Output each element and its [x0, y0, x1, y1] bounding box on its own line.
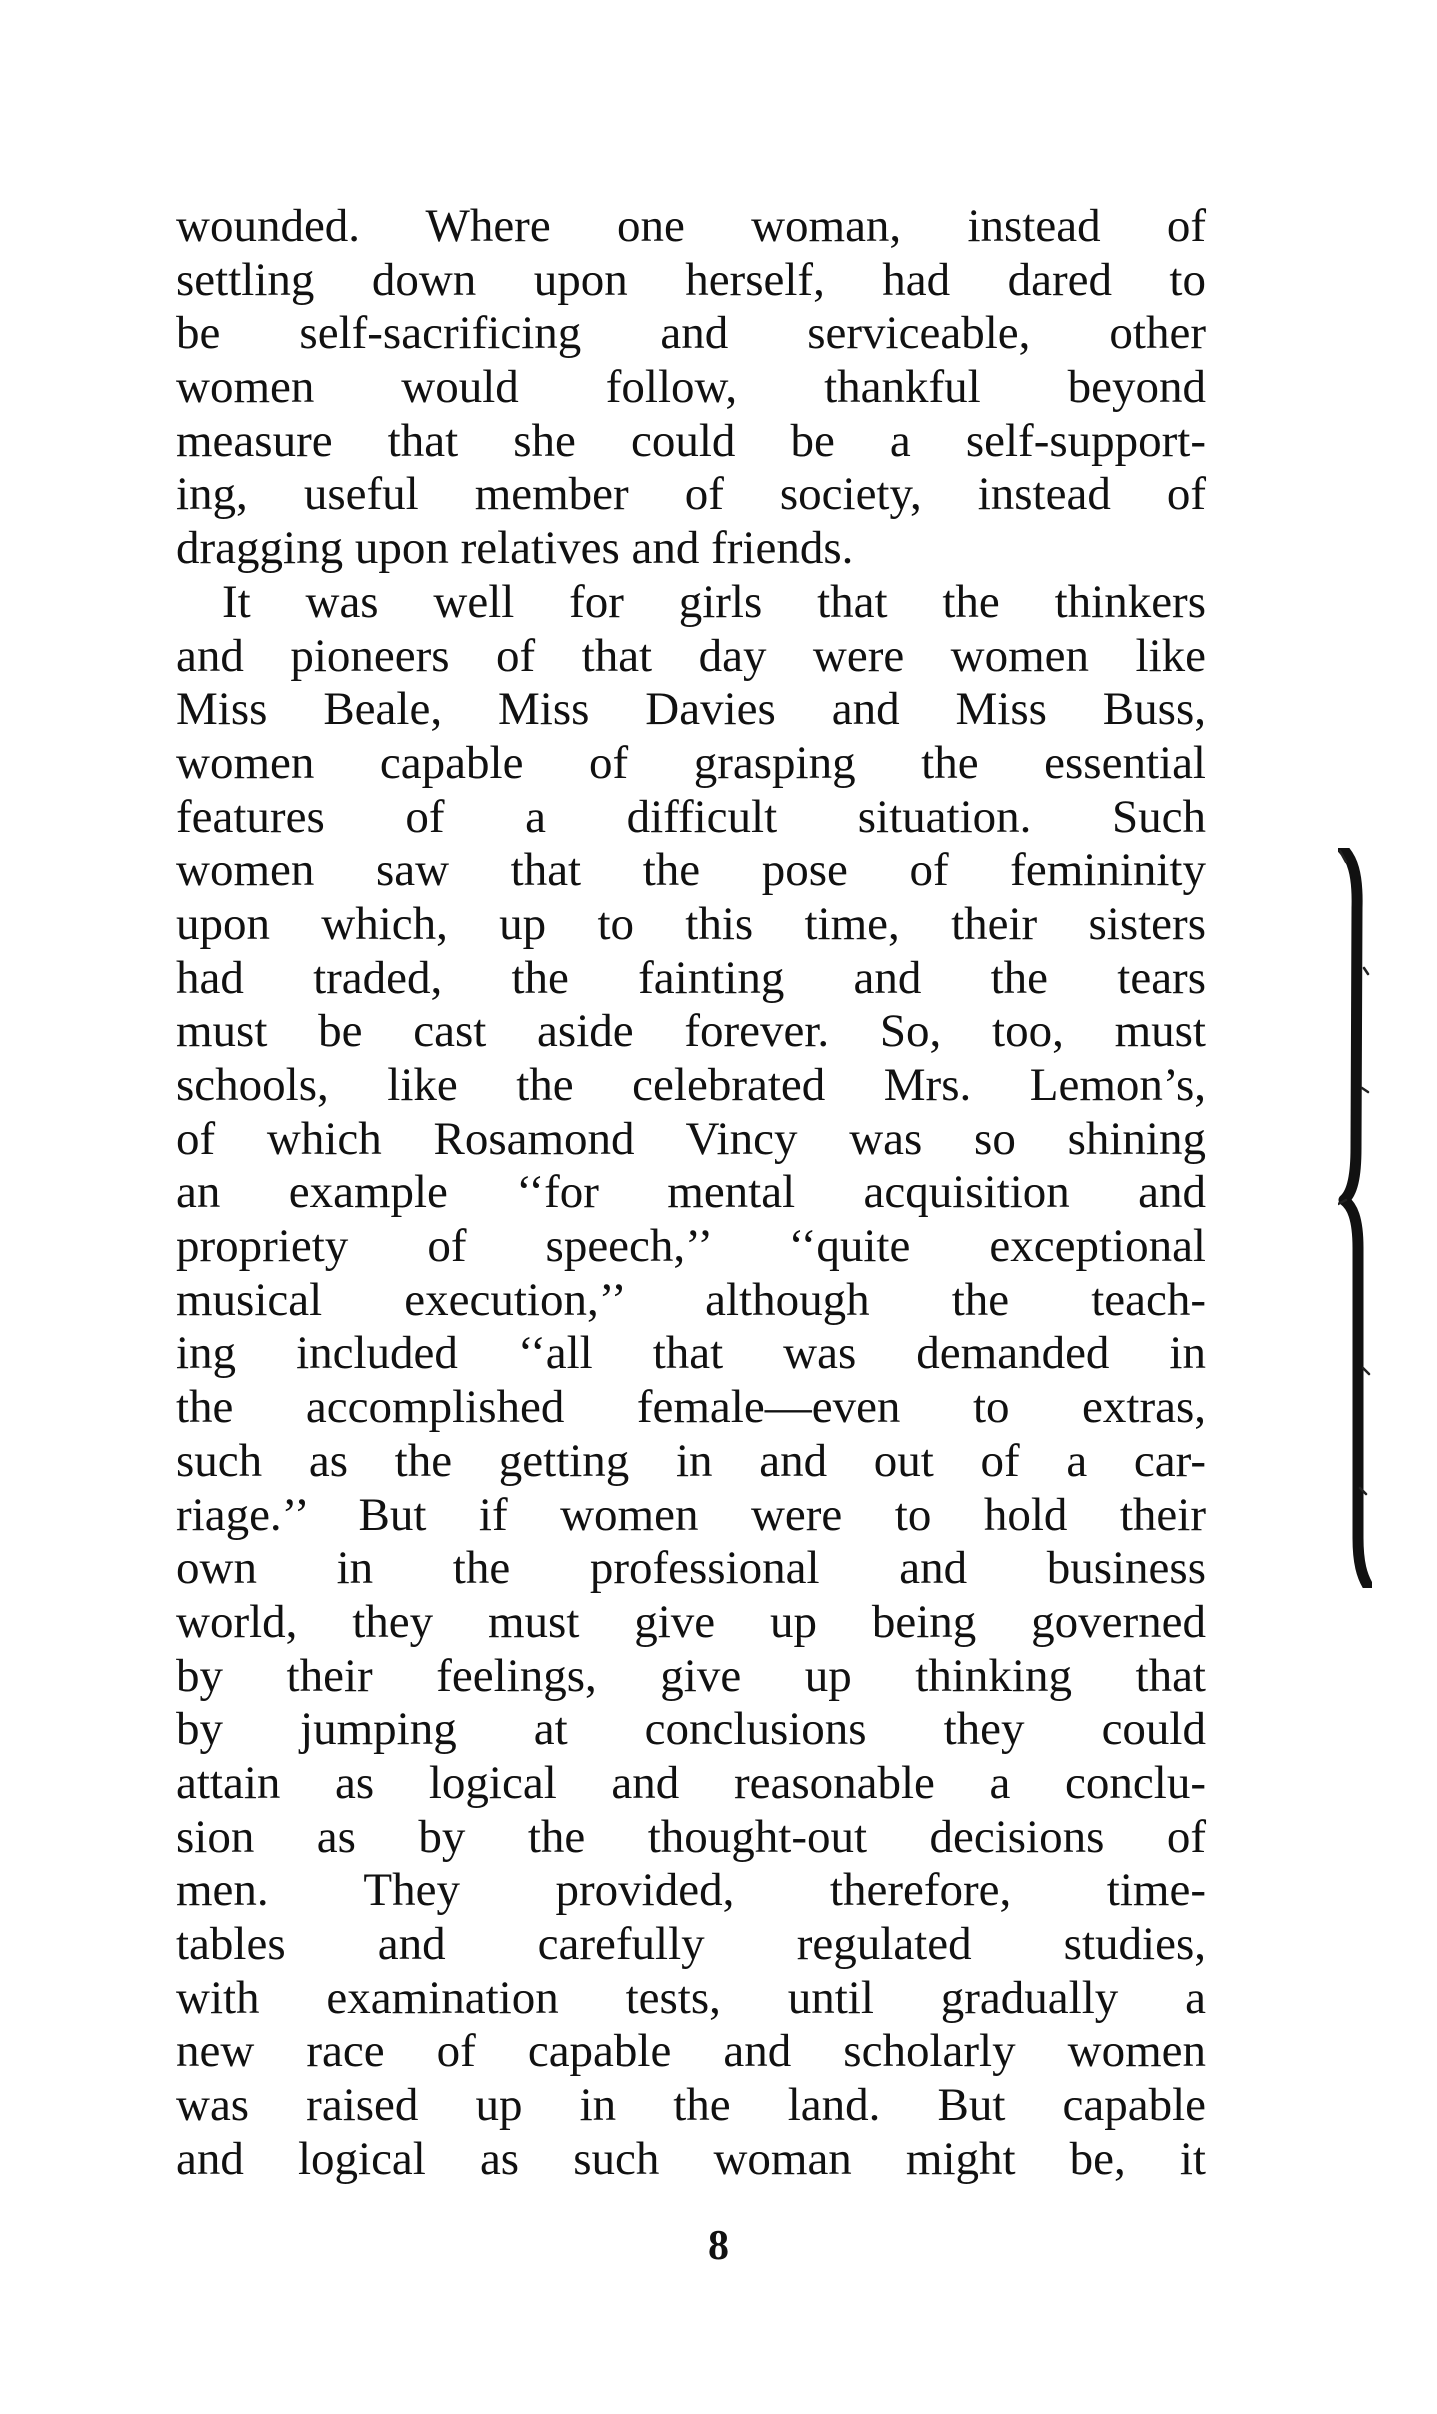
- text-line: measure that she could be a self-support-: [176, 414, 1206, 467]
- text-line: sion as by the thought-out decisions of: [176, 1810, 1206, 1863]
- text-line: must be cast aside forever. So, too, must: [176, 1005, 1206, 1058]
- text-line: ing, useful member of society, instead of: [176, 468, 1206, 521]
- body-text: [176, 200, 1206, 2186]
- text-line: Miss Beale, Miss Davies and Miss Buss,: [176, 683, 1206, 736]
- text-line: musical execution,’’ although the teach-: [176, 1273, 1206, 1326]
- text-line: It was well for girls that the thinkers: [222, 575, 1206, 628]
- text-line: be self-sacrificing and serviceable, other: [176, 307, 1206, 360]
- text-line: men. They provided, therefore, time-: [176, 1864, 1206, 1917]
- text-line: world, they must give up being governed: [176, 1595, 1206, 1648]
- text-line: attain as logical and reasonable a conclu-: [176, 1756, 1206, 1809]
- text-line: upon which, up to this time, their sisters: [176, 897, 1206, 950]
- text-line: the accomplished female—even to extras,: [176, 1381, 1206, 1434]
- text-line: women would follow, thankful beyond: [176, 361, 1206, 414]
- text-line: by their feelings, give up thinking that: [176, 1649, 1206, 1702]
- text-line: own in the professional and business: [176, 1542, 1206, 1595]
- text-line: women saw that the pose of femininity: [176, 844, 1206, 897]
- text-line: new race of capable and scholarly women: [176, 2025, 1206, 2078]
- margin-bracket-mark: [1338, 848, 1372, 1588]
- text-line: settling down upon herself, had dared to: [176, 253, 1206, 306]
- text-line: such as the getting in and out of a car-: [176, 1434, 1206, 1487]
- text-line: and logical as such woman might be, it: [176, 2132, 1206, 2185]
- text-line: wounded. Where one woman, instead of: [176, 200, 1206, 252]
- text-line: an example ‘‘for mental acquisition and: [176, 1166, 1206, 1219]
- text-line: dragging upon relatives and friends.: [176, 522, 854, 575]
- page-number: 8: [708, 2223, 729, 2269]
- text-line: features of a difficult situation. Such: [176, 790, 1206, 843]
- text-line: had traded, the fainting and the tears: [176, 951, 1206, 1004]
- text-line: riage.’’ But if women were to hold their: [176, 1488, 1206, 1541]
- text-line: with examination tests, until gradually a: [176, 1971, 1206, 2024]
- text-line: of which Rosamond Vincy was so shining: [176, 1112, 1206, 1165]
- text-line: ing included ‘‘all that was demanded in: [176, 1327, 1206, 1380]
- text-line: tables and carefully regulated studies,: [176, 1918, 1206, 1970]
- text-line: women capable of grasping the essential: [176, 736, 1206, 789]
- text-line: propriety of speech,’’ ‘‘quite exceptional: [176, 1220, 1206, 1273]
- text-line: was raised up in the land. But capable: [176, 2079, 1206, 2132]
- text-line: by jumping at conclusions they could: [176, 1703, 1206, 1756]
- text-line: schools, like the celebrated Mrs. Lemon’s,: [176, 1059, 1206, 1111]
- text-line: and pioneers of that day were women like: [176, 629, 1206, 682]
